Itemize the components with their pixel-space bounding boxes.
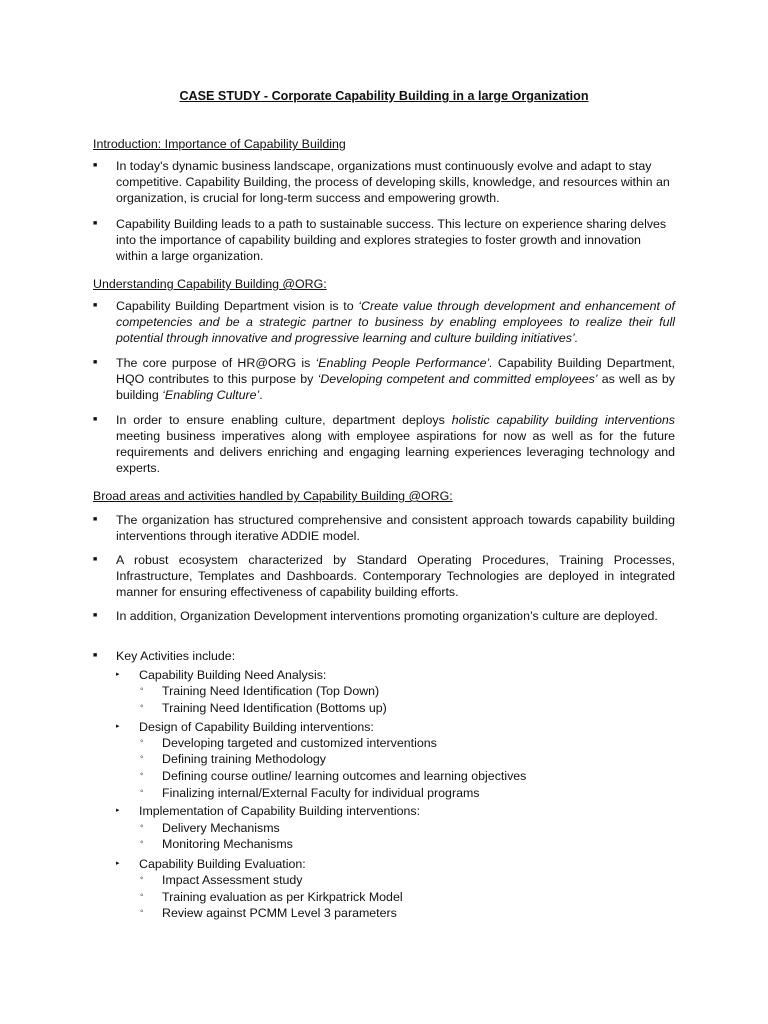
arrow-bullet-icon: ▸ [116,671,120,678]
circle-bullet-icon: ◦ [140,684,144,695]
arrow-bullet-icon: ▸ [116,860,120,867]
circle-bullet-icon: ◦ [140,701,144,712]
activity-group: ▸ Capability Building Evaluation: [116,857,306,871]
activity-item: ◦ Impact Assessment study [140,873,303,887]
activity-group: ▸ Capability Building Need Analysis: [116,668,327,682]
circle-bullet-icon: ◦ [140,752,144,763]
bullet-icon: ■ [93,220,98,227]
section-heading-introduction: Introduction: Importance of Capability Building [93,137,346,151]
list-item: ■ In order to ensure enabling culture, department deploys holistic capability building interventions meeting business imperatives along with employee aspirations for now as well as for the future requirements and delivers enriching and engaging learning experiences leveraging technology and experts. [93,413,675,475]
activity-item: ◦ Delivery Mechanisms [140,821,280,835]
bullet-icon: ■ [93,162,98,169]
bullet-icon: ■ [93,359,98,366]
list-item: ■ Key Activities include: [93,649,236,663]
document-title: CASE STUDY - Corporate Capability Building in a large Organization [179,89,589,103]
section-heading-broad-areas: Broad areas and activities handled by Capability Building @ORG: [93,489,453,503]
list-item: ■ In today's dynamic business landscape, organizations must continuously evolve and adapt to stay competitive. Capability Building, the process of developing skills, knowledge, and resources within an organization, is crucial for long-term success and empowering growth. [93,159,670,205]
circle-bullet-icon: ◦ [140,873,144,884]
circle-bullet-icon: ◦ [140,769,144,780]
circle-bullet-icon: ◦ [140,821,144,832]
activity-item: ◦ Review against PCMM Level 3 parameters [140,906,397,920]
activity-item: ◦ Developing targeted and customized interventions [140,736,437,750]
circle-bullet-icon: ◦ [140,890,144,901]
arrow-bullet-icon: ▸ [116,807,120,814]
activity-item: ◦ Monitoring Mechanisms [140,837,293,851]
list-item: ■ Capability Building Department vision is to ‘Create value through development and enhancement of competencies and be a strategic partner to business by enabling employees to realize their full potential through innovative and progressive learning and culture building initiatives’. [93,299,675,345]
activity-item: ◦ Finalizing internal/External Faculty for individual programs [140,786,480,800]
list-item: ■ In addition, Organization Development interventions promoting organization’s culture are deployed. [93,609,658,623]
list-item: ■ The organization has structured comprehensive and consistent approach towards capability building interventions through iterative ADDIE model. [93,513,675,543]
circle-bullet-icon: ◦ [140,786,144,797]
arrow-bullet-icon: ▸ [116,723,120,730]
list-item: ■ A robust ecosystem characterized by Standard Operating Procedures, Training Processes, Infrastructure, Templates and Dashboards. Contemporary Technologies are deployed in integrated manner for ensuring effectiveness of capability building efforts. [93,553,675,599]
activity-item: ◦ Training evaluation as per Kirkpatrick Model [140,890,403,904]
list-item: ■ Capability Building leads to a path to sustainable success. This lecture on experience sharing delves into the importance of capability building and explores strategies to foster growth and innovation within a large organization. [93,217,667,263]
activity-item: ◦ Training Need Identification (Bottoms up) [140,701,387,715]
activity-group: ▸ Design of Capability Building interventions: [116,720,374,734]
bullet-icon: ■ [93,652,98,659]
bullet-icon: ■ [93,302,98,309]
list-item: ■ The core purpose of HR@ORG is ‘Enabling People Performance’. Capability Building Department, HQO contributes to this purpose by ‘Developing competent and committed employees’ as well as by building ‘Enabling Culture’. [93,356,676,402]
circle-bullet-icon: ◦ [140,906,144,917]
activity-group: ▸ Implementation of Capability Building interventions: [116,804,421,818]
bullet-icon: ■ [93,612,98,619]
circle-bullet-icon: ◦ [140,837,144,848]
bullet-icon: ■ [93,556,98,563]
circle-bullet-icon: ◦ [140,736,144,747]
bullet-icon: ■ [93,416,98,423]
bullet-icon: ■ [93,516,98,523]
section-heading-understanding: Understanding Capability Building @ORG: [93,277,327,291]
activity-item: ◦ Training Need Identification (Top Down) [140,684,380,698]
activity-item: ◦ Defining course outline/ learning outcomes and learning objectives [140,769,527,783]
activity-item: ◦ Defining training Methodology [140,752,326,766]
